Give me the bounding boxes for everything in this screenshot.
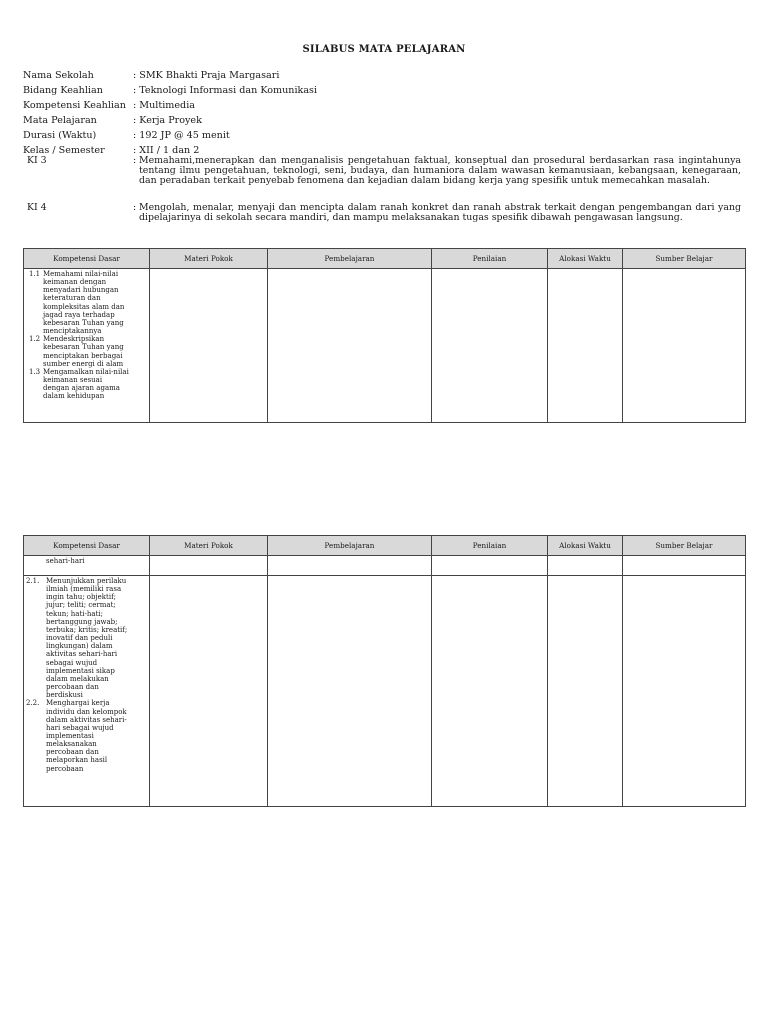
kd-line: melaksanakan	[46, 740, 97, 749]
kd-line: sumber energi di alam	[43, 359, 124, 368]
kd-text	[46, 577, 147, 699]
kd-text	[43, 270, 147, 335]
ki-text: Mengolah, menalar, menyaji dan mencipta dalam ranah konkret dan ranah abstrak terkait dengan pengembangan dari yang dipelajarinya di sekolah secara mandiri, dan mampu melaksanakan tugas spesifik dibawah pengawasan langsung.	[139, 202, 741, 224]
syllabus-table-1	[23, 248, 746, 423]
header-materi-pokok: Materi Pokok	[150, 536, 268, 556]
kompetensi-dasar-cell	[24, 576, 150, 807]
kd-line: Mengamalkan nilai-nilai	[43, 367, 129, 376]
kd-item	[26, 699, 147, 772]
header-kompetensi-dasar: Kompetensi Dasar	[24, 536, 150, 556]
info-value: : SMK Bhakti Praja Margasari	[133, 70, 280, 81]
kd-text	[46, 699, 147, 772]
kd-number: 1.1	[29, 270, 41, 278]
ki-colon: :	[133, 155, 137, 166]
header-materi-pokok: Materi Pokok	[150, 249, 268, 269]
core-competency-ki3	[23, 156, 743, 187]
kompetensi-dasar-cell	[24, 556, 150, 576]
info-row	[23, 68, 743, 83]
syllabus-info	[23, 68, 743, 158]
kd-line: implementasi	[46, 731, 94, 740]
info-label: Nama Sekolah	[23, 70, 94, 81]
header-kompetensi-dasar: Kompetensi Dasar	[24, 249, 150, 269]
info-label: Kompetensi Keahlian	[23, 100, 126, 111]
kd-line: kebesaran Tuhan yang	[43, 318, 124, 327]
kd-line: individu dan kelompok	[46, 707, 127, 716]
info-value: : XII / 1 dan 2	[133, 145, 200, 156]
kd-number: 2.2.	[26, 699, 40, 708]
header-penilaian: Penilaian	[432, 249, 548, 269]
kd-line: kebesaran Tuhan yang	[43, 343, 124, 352]
kd-item	[26, 335, 147, 368]
kd-line: jagad raya terhadap	[43, 310, 115, 319]
sumber-belajar-cell	[623, 556, 746, 576]
penilaian-cell	[432, 576, 548, 807]
pembelajaran-cell	[268, 556, 432, 576]
info-label: Mata Pelajaran	[23, 115, 97, 126]
table-row	[24, 576, 746, 807]
document-title: SILABUS MATA PELAJARAN	[302, 44, 466, 55]
kd-item	[26, 557, 147, 565]
kd-line: keteraturan dan	[43, 294, 101, 303]
info-row	[23, 98, 743, 113]
kd-line: ilmiah (memiliki rasa	[46, 585, 122, 594]
info-row	[23, 83, 743, 98]
table-header-row	[24, 249, 746, 269]
sumber-belajar-cell	[623, 269, 746, 423]
kd-line: dengan ajaran agama	[43, 384, 120, 393]
penilaian-cell	[432, 269, 548, 423]
info-value: : 192 JP @ 45 menit	[133, 130, 230, 141]
header-sumber-belajar: Sumber Belajar	[623, 536, 746, 556]
kd-number: 1.3	[29, 367, 41, 376]
kd-line: implementasi sikap	[46, 666, 115, 675]
alokasi-waktu-cell	[548, 576, 623, 807]
pembelajaran-cell	[268, 576, 432, 807]
kompetensi-dasar-cell	[24, 269, 150, 423]
kd-line: Menunjukkan perilaku	[46, 577, 127, 585]
kd-line: keimanan sesuai	[43, 376, 103, 385]
kd-line: Menghargai kerja	[46, 699, 110, 708]
kd-item	[26, 270, 147, 335]
header-alokasi-waktu: Alokasi Waktu	[548, 249, 623, 269]
sumber-belajar-cell	[623, 576, 746, 807]
kd-text	[43, 335, 147, 368]
kd-line: ingin tahu; objektif;	[46, 593, 117, 602]
kd-line: hari sebagai wujud	[46, 723, 114, 732]
kd-line: aktivitas sehari-hari	[46, 650, 118, 659]
header-pembelajaran: Pembelajaran	[268, 249, 432, 269]
kd-number: 1.2	[29, 335, 41, 344]
header-pembelajaran: Pembelajaran	[268, 536, 432, 556]
ki-label: KI 3	[27, 155, 47, 166]
kd-line: percobaan	[46, 764, 84, 773]
kd-line: jujur; teliti; cermat;	[46, 601, 116, 610]
ki-text: Memahami,menerapkan dan menganalisis pengetahuan faktual, konseptual dan prosedural berdasarkan rasa ingintahunya tentang ilmu pengetahuan, teknologi, seni, budaya, dan humaniora dalam wawasan kemanusiaan, kebangsaan, kenegaraan, dan peradaban terkait penyebab fenomena dan kejadian dalam bidang kerja yang spesifik untuk memecahkan masalah.	[139, 155, 741, 187]
kd-line: Memahami nilai-nilai	[43, 270, 119, 278]
info-value: : Multimedia	[133, 100, 195, 111]
header-penilaian: Penilaian	[432, 536, 548, 556]
info-value: : Teknologi Informasi dan Komunikasi	[133, 85, 318, 96]
materi-pokok-cell	[150, 556, 268, 576]
kd-line: keimanan dengan	[43, 278, 107, 287]
info-label: Durasi (Waktu)	[23, 130, 97, 141]
kd-line: menciptakannya	[43, 327, 102, 336]
kd-line: berdiskusi	[46, 691, 83, 700]
kd-number: 2.1.	[26, 577, 40, 585]
table-row	[24, 269, 746, 423]
kd-line: kompleksitas alam dan	[43, 302, 125, 311]
info-row	[23, 113, 743, 128]
kd-line: percobaan dan	[46, 748, 99, 757]
kd-item	[26, 577, 147, 699]
materi-pokok-cell	[150, 576, 268, 807]
penilaian-cell	[432, 556, 548, 576]
info-row	[23, 128, 743, 143]
pembelajaran-cell	[268, 269, 432, 423]
kd-line: menciptakan berbagai	[43, 351, 123, 360]
kd-line: dalam kehidupan	[43, 392, 105, 401]
ki-label: KI 4	[27, 202, 47, 213]
header-alokasi-waktu: Alokasi Waktu	[548, 536, 623, 556]
kd-line: dalam aktivitas sehari-	[46, 715, 127, 724]
ki-colon: :	[133, 202, 137, 213]
info-label: Kelas / Semester	[23, 145, 105, 156]
alokasi-waktu-cell	[548, 269, 623, 423]
kd-line: dalam melakukan	[46, 674, 109, 683]
kd-line: bertanggung jawab;	[46, 617, 118, 626]
kd-text	[43, 368, 147, 401]
kd-line: inovatif dan peduli	[46, 634, 113, 643]
info-value: : Kerja Proyek	[133, 115, 202, 126]
materi-pokok-cell	[150, 269, 268, 423]
kd-continuation: sehari-hari	[46, 557, 85, 565]
kd-item	[26, 368, 147, 401]
table-header-row	[24, 536, 746, 556]
syllabus-table-2	[23, 535, 746, 807]
alokasi-waktu-cell	[548, 556, 623, 576]
kd-number	[26, 557, 46, 565]
kd-line: terbuka; kritis; kreatif;	[46, 625, 128, 634]
kd-line: tekun; hati-hati;	[46, 609, 103, 618]
kd-line: melaporkan hasil	[46, 756, 108, 765]
core-competency-ki4	[23, 203, 743, 223]
kd-line: lingkungan) dalam	[46, 642, 113, 651]
kd-line: sebagai wujud	[46, 658, 98, 667]
table-row	[24, 556, 746, 576]
info-label: Bidang Keahlian	[23, 85, 103, 96]
kd-line: menyadari hubungan	[43, 286, 119, 295]
kd-line: Mendeskripsikan	[43, 335, 105, 344]
kd-line: percobaan dan	[46, 683, 99, 692]
header-sumber-belajar: Sumber Belajar	[623, 249, 746, 269]
